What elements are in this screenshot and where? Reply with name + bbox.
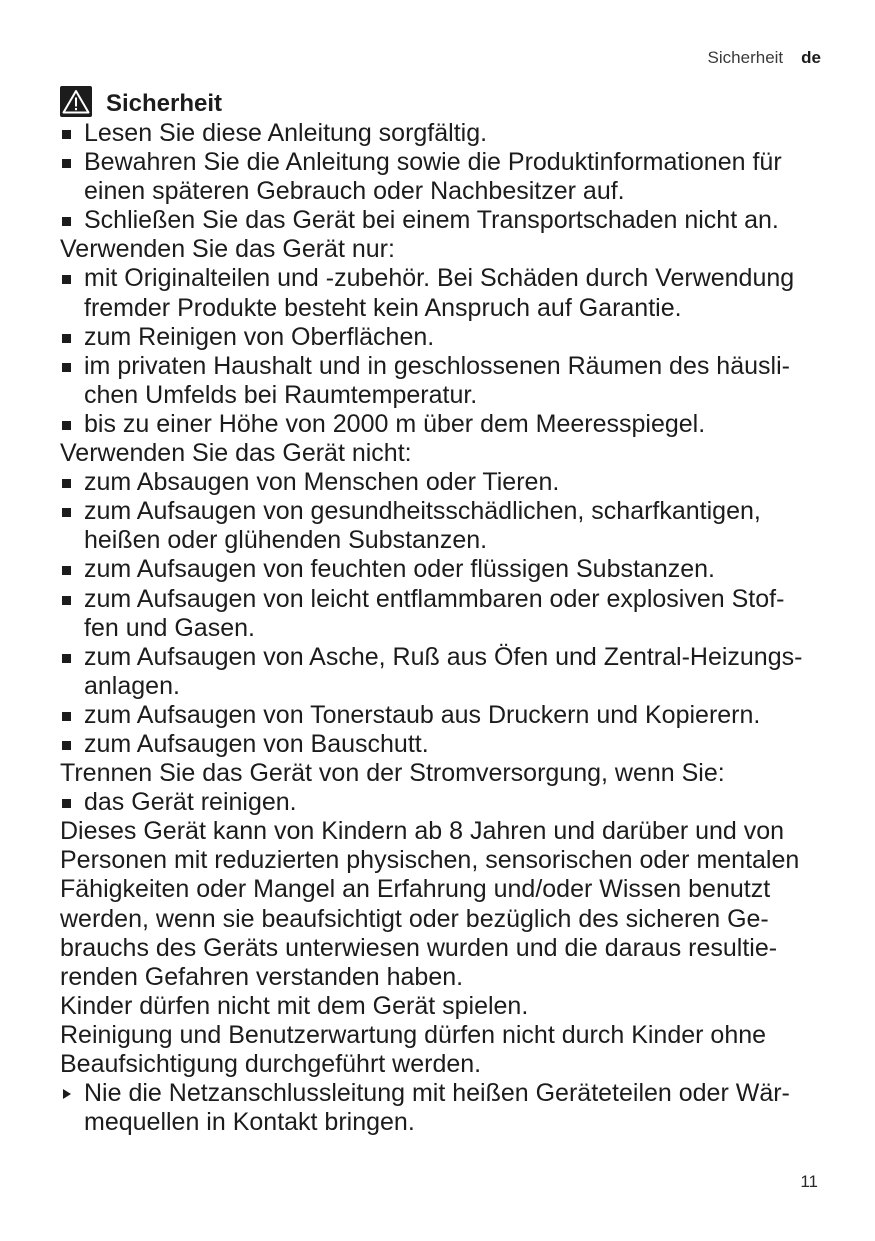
- bullet-line: Lesen Sie diese Anleitung sorgfältig.: [84, 119, 488, 147]
- bullet-marker: [62, 159, 71, 168]
- bullet-item: [60, 148, 850, 206]
- bullet-marker: [62, 741, 71, 750]
- bullet-line: das Gerät reinigen.: [84, 788, 297, 817]
- instruction-line: mequellen in Kontakt bringen.: [84, 1108, 415, 1137]
- paragraph-line: renden Gefahren verstanden haben.: [60, 962, 464, 991]
- bullet-marker: [62, 596, 71, 605]
- instruction-item: [60, 1079, 850, 1137]
- bullet-item: [60, 497, 850, 555]
- bullet-marker: [62, 479, 71, 488]
- bullet-item: [60, 410, 850, 439]
- bullet-line: zum Aufsaugen von feuchten oder flüssigen Substanzen.: [84, 555, 715, 584]
- language-code: de: [801, 48, 821, 67]
- safety-content: [60, 119, 850, 1137]
- bullet-item: [60, 264, 850, 322]
- running-header-section: Sicherheit: [707, 48, 784, 67]
- page-number: 11: [800, 1172, 818, 1191]
- bullet-line: einen späteren Gebrauch oder Nachbesitzer auf.: [84, 177, 625, 206]
- bullet-item: [60, 701, 850, 730]
- bullet-line: zum Aufsaugen von Bauschutt.: [84, 729, 429, 758]
- bullet-item: [60, 555, 850, 584]
- warning-icon: [60, 86, 92, 117]
- bullet-line: zum Aufsaugen von Asche, Ruß aus Öfen und Zentral-Heizungs-: [84, 642, 803, 671]
- bullet-item: [60, 352, 850, 410]
- bullet-line: heißen oder glühenden Substanzen.: [84, 526, 488, 555]
- bullet-line: Schließen Sie das Gerät bei einem Transportschaden nicht an.: [84, 206, 779, 235]
- bullet-marker: [62, 217, 71, 226]
- bullet-marker: [62, 334, 71, 343]
- paragraph-line: Fähigkeiten oder Mangel an Erfahrung und/oder Wissen benutzt: [60, 875, 771, 904]
- do-not-use-label: Verwenden Sie das Gerät nicht:: [60, 439, 412, 468]
- bullet-marker: [62, 508, 71, 517]
- use-only-label: Verwenden Sie das Gerät nur:: [60, 235, 395, 264]
- bullet-marker: [62, 275, 71, 284]
- children-play-notice: Kinder dürfen nicht mit dem Gerät spielen.: [60, 991, 529, 1020]
- bullet-item: [60, 468, 850, 497]
- paragraph-line: Dieses Gerät kann von Kindern ab 8 Jahren und darüber und von: [60, 817, 785, 846]
- bullet-marker: [62, 712, 71, 721]
- section-title: Sicherheit: [106, 90, 223, 117]
- bullet-marker: [62, 799, 71, 808]
- bullet-marker: [62, 130, 71, 139]
- bullet-item: [60, 323, 850, 352]
- bullet-marker: [62, 654, 71, 663]
- paragraph-line: Personen mit reduzierten physischen, sensorischen oder mentalen: [60, 846, 800, 875]
- bullet-line: zum Aufsaugen von leicht entflammbaren oder explosiven Stof-: [84, 584, 785, 613]
- instruction-line: Nie die Netzanschlussleitung mit heißen Geräteteilen oder Wär-: [84, 1079, 790, 1108]
- children-notice: [60, 817, 850, 992]
- bullet-item: [60, 585, 850, 643]
- running-header: [708, 48, 821, 68]
- bullet-item: [60, 643, 850, 701]
- bullet-line: fremder Produkte besteht kein Anspruch auf Garantie.: [84, 293, 682, 322]
- bullet-item: [60, 119, 850, 148]
- arrow-marker-icon: [63, 1089, 71, 1099]
- bullet-line: fen und Gasen.: [84, 613, 255, 642]
- paragraph-line: werden, wenn sie beaufsichtigt oder bezüglich des sicheren Ge-: [60, 904, 769, 933]
- bullet-line: chen Umfelds bei Raumtemperatur.: [84, 380, 478, 409]
- disconnect-label: Trennen Sie das Gerät von der Stromversorgung, wenn Sie:: [60, 759, 725, 788]
- bullet-line: mit Originalteilen und -zubehör. Bei Schäden durch Verwendung: [84, 264, 795, 293]
- paragraph-line: Beaufsichtigung durchgeführt werden.: [60, 1050, 482, 1078]
- bullet-item: [60, 788, 850, 817]
- bullet-item: [60, 730, 850, 759]
- cleaning-notice: [60, 1021, 850, 1079]
- bullet-line: zum Aufsaugen von gesundheitsschädlichen, scharfkantigen,: [84, 497, 761, 526]
- bullet-line: Bewahren Sie die Anleitung sowie die Produktinformationen für: [84, 148, 782, 177]
- paragraph-line: Reinigung und Benutzerwartung dürfen nicht durch Kinder ohne: [60, 1020, 767, 1049]
- bullet-marker: [62, 421, 71, 430]
- bullet-line: anlagen.: [84, 671, 180, 700]
- bullet-item: [60, 206, 850, 235]
- bullet-line: zum Aufsaugen von Tonerstaub aus Druckern und Kopierern.: [84, 700, 761, 729]
- bullet-marker: [62, 566, 71, 575]
- bullet-line: bis zu einer Höhe von 2000 m über dem Meeresspiegel.: [84, 409, 706, 438]
- paragraph-line: brauchs des Geräts unterwiesen wurden und die daraus resultie-: [60, 933, 778, 962]
- bullet-line: zum Reinigen von Oberflächen.: [84, 322, 435, 351]
- bullet-line: im privaten Haushalt und in geschlossenen Räumen des häusli-: [84, 351, 790, 380]
- bullet-line: zum Absaugen von Menschen oder Tieren.: [84, 468, 560, 497]
- bullet-marker: [62, 363, 71, 372]
